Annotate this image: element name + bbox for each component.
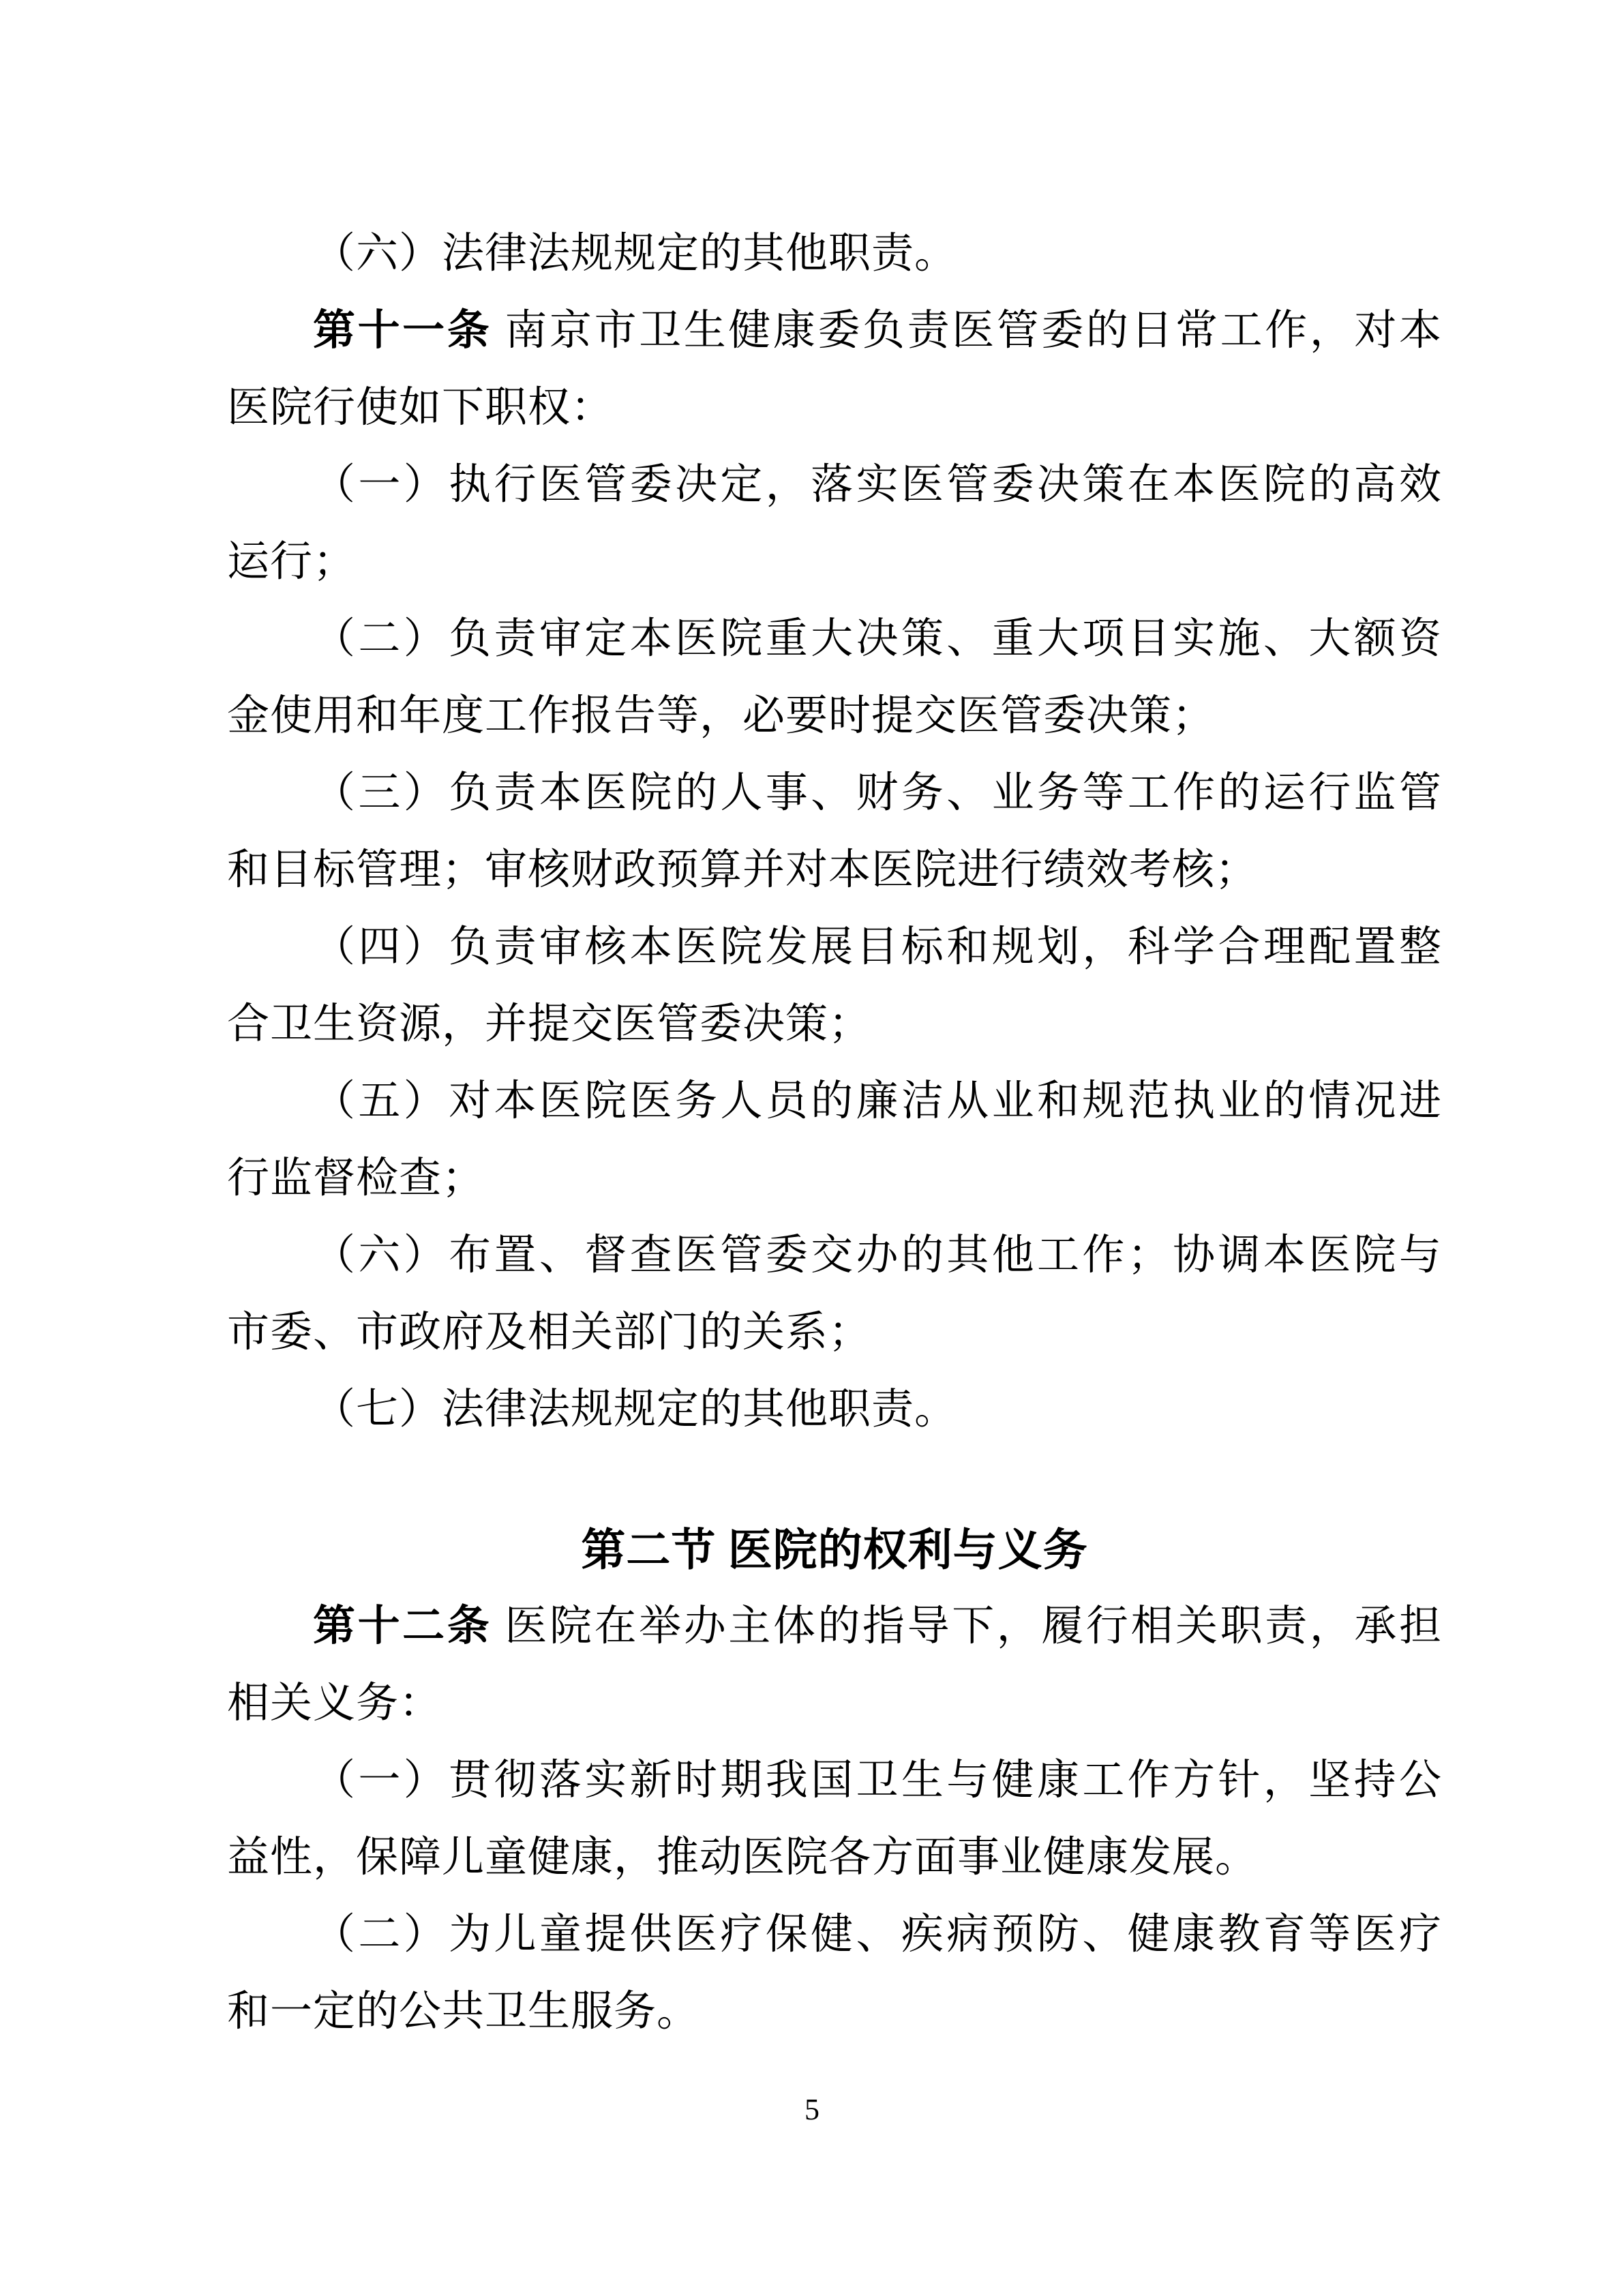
line-text: 金使用和年度工作报告等，必要时提交医管委决策； — [227, 693, 1216, 739]
text-line — [227, 1834, 1442, 1882]
page-number: 5 — [805, 2093, 819, 2126]
text-line — [227, 1602, 1442, 1651]
text-line — [227, 1757, 1442, 1805]
text-line — [227, 230, 1442, 278]
line-text: （一）执行医管委决定，落实医管委决策在本医院的高效 — [313, 462, 1442, 508]
text-line — [227, 1386, 1442, 1434]
article-number: 第十一条 — [313, 308, 492, 354]
line-text: 合卫生资源，并提交医管委决策； — [227, 1001, 872, 1047]
line-text: （二）负责审定本医院重大决策、重大项目实施、大额资 — [313, 616, 1442, 662]
line-text: （二）为儿童提供医疗保健、疾病预防、健康教育等医疗 — [313, 1911, 1442, 1958]
line-text: 市委、市政府及相关部门的关系； — [227, 1309, 872, 1356]
line-text: 和一定的公共卫生服务。 — [227, 1988, 700, 2035]
line-text: （六）布置、督查医管委交办的其他工作；协调本医院与 — [313, 1232, 1442, 1279]
line-text: 医院行使如下职权： — [227, 385, 614, 431]
line-text: 相关义务： — [227, 1680, 442, 1727]
text-line — [227, 1000, 1442, 1049]
text-line — [227, 1988, 1442, 2036]
line-text: 南京市卫生健康委负责医管委的日常工作，对本 — [492, 308, 1442, 354]
line-text: （六）法律法规规定的其他职责。 — [313, 230, 958, 277]
line-text: 运行； — [227, 539, 357, 585]
line-text: （七）法律法规规定的其他职责。 — [313, 1386, 958, 1433]
text-line — [227, 307, 1442, 355]
line-text: （四）负责审核本医院发展目标和规划，科学合理配置整 — [313, 924, 1442, 970]
article-number: 第十二条 — [313, 1603, 492, 1650]
section-heading — [227, 1525, 1442, 1577]
text-line — [227, 1232, 1442, 1280]
text-line — [227, 769, 1442, 818]
line-text: 第二节 医院的权利与义务 — [581, 1526, 1088, 1575]
text-line — [227, 692, 1442, 741]
text-line — [227, 538, 1442, 586]
text-line — [227, 1911, 1442, 1959]
text-line — [227, 1154, 1442, 1203]
text-line — [227, 615, 1442, 664]
line-text: 益性，保障儿童健康，推动医院各方面事业健康发展。 — [227, 1834, 1259, 1881]
line-text: （五）对本医院医务人员的廉洁从业和规范执业的情况进 — [313, 1078, 1442, 1124]
text-line — [227, 846, 1442, 895]
text-line — [227, 1077, 1442, 1126]
text-line — [227, 461, 1442, 509]
line-text: 行监督检查； — [227, 1155, 485, 1202]
line-text: （三）负责本医院的人事、财务、业务等工作的运行监管 — [313, 770, 1442, 816]
text-line — [227, 923, 1442, 972]
line-text: 医院在举办主体的指导下，履行相关职责，承担 — [492, 1603, 1442, 1650]
text-line — [227, 384, 1442, 432]
text-line — [227, 1309, 1442, 1357]
text-line — [227, 1680, 1442, 1728]
line-text: 和目标管理；审核财政预算并对本医院进行绩效考核； — [227, 847, 1259, 893]
line-text: （一）贯彻落实新时期我国卫生与健康工作方针，坚持公 — [313, 1757, 1442, 1804]
